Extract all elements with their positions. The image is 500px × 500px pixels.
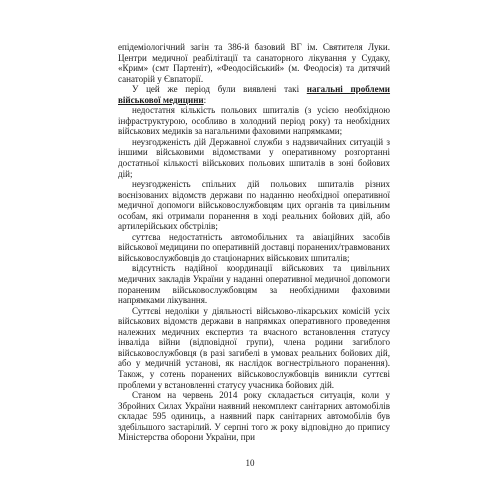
problem-item-2: неузгодженість дій Державної служби з надзвичайних ситуацій з іншими військовими відомствами у оперативному розгортанні достатньої кількості військових польових шпиталів в зоні бойових дій; [118,136,390,179]
paragraph-2-prefix: У цей же період були виявлені такі [132,84,307,95]
paragraph-3: Суттєві недоліки у діяльності військово-лікарських комісій усіх військових відомств держави в напрямках оперативного проведення належних медичних експертиз та вчасного встановлення статусу інваліда війни (відповідної групи), члена родини загиблого військовослужбовця (в разі загибелі в умовах реальних бойових дій, або у медичній установі, як наслідок вогнестрільного поранення). Також, у сотень поранених військовослужбовців виникли суттєві проблеми у встановленні статусу учасника бойових дій. [118,305,390,390]
paragraph-4: Станом на червень 2014 року складається ситуація, коли у Збройних Силах України наявний некомплект санітарних автомобілів складає 595 одиниць, а наявний парк санітарних автомобілів був здебільшого застарілий. У серпні того ж року відповідно до припису Міністерства оборони України, при [118,390,390,443]
problem-item-1: недостатня кількість польових шпиталів (з усією необхідною інфраструктурою, особливо в холодний період року) та необхідних військових медиків за нагальними фаховими напрямками; [118,105,390,137]
document-page [118,42,390,443]
problem-item-4: суттєва недостатність автомобільних та авіаційних засобів військової медицини по оперативній доставці поранених/травмованих військовослужбовців до стаціонарних військових шпиталів; [118,231,390,263]
paragraph-2 [118,84,390,105]
problem-item-5: відсутність надійної координації військових та цивільних медичних закладів України у наданні оперативної медичної допомоги пораненим військовослужбовцям за необхідними фаховими напрямками лікування. [118,263,390,306]
paragraph-1: епідеміологічний загін та 386-й базовий ВГ ім. Святителя Луки. Центри медичної реабілітації та санаторного лікування у Судаку, «Крим» (смт Партеніт), «Феодосійський» (м. Феодосія) та дитячий санаторій у Євпаторії. [118,42,390,84]
problem-item-3: неузгодженість спільних дій польових шпиталів різних воєнізованих відомств держави по наданню необхідної оперативної медичної допомоги військовослужбовцям цих органів та цивільним особам, які отримали поранення в ході реальних бойових дій, або артилерійських обстрілів; [118,179,390,232]
paragraph-2-suffix: : [203,94,207,105]
paragraph-2-emphasis: нагальні проблеми військової медицини [118,84,391,105]
page-number: 10 [245,458,255,468]
